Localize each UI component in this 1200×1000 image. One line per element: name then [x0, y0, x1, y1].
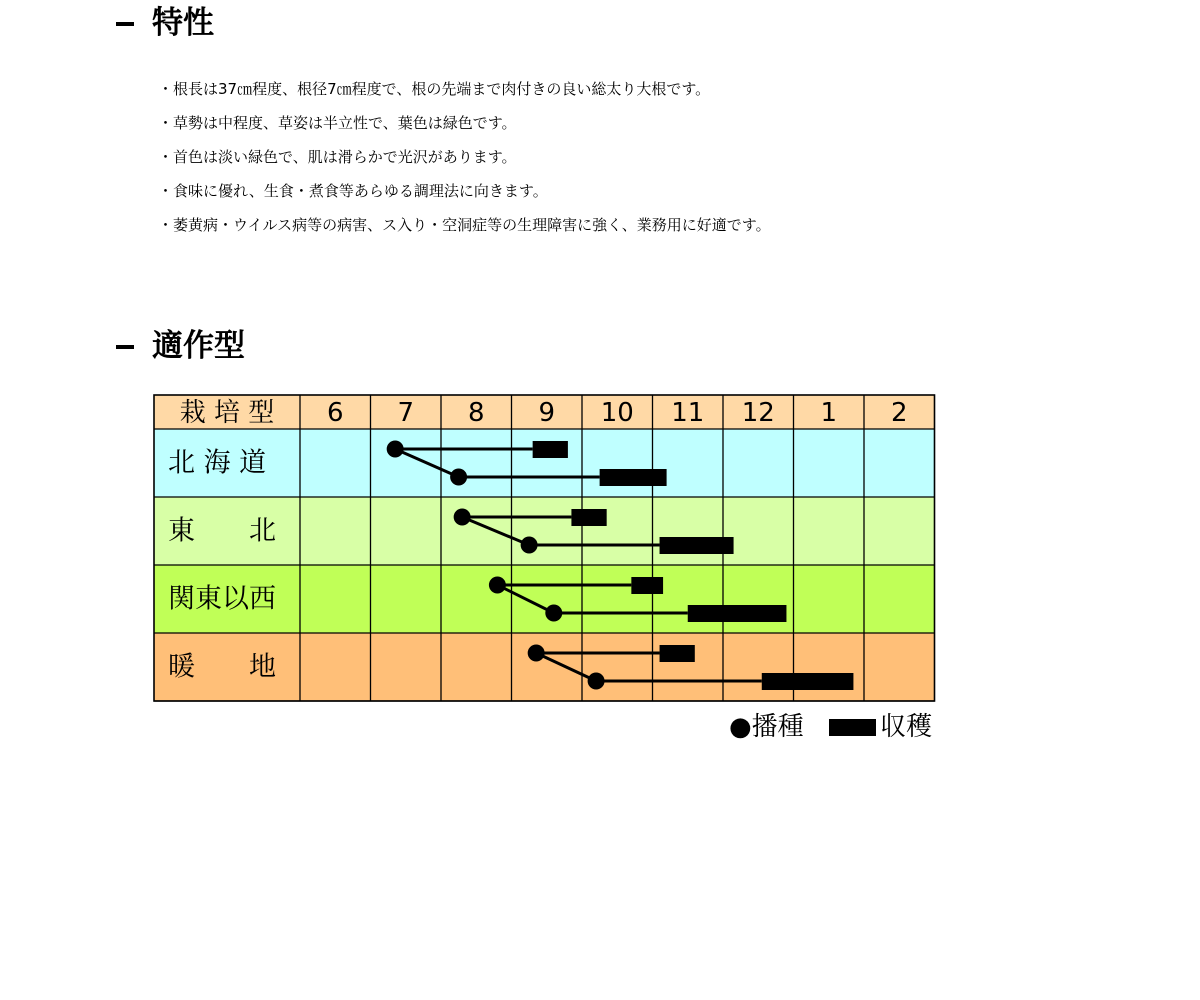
- sowing-point: [489, 577, 506, 594]
- harvest-bar: [660, 645, 695, 662]
- sowing-point: [528, 645, 545, 662]
- row-bg: [154, 429, 935, 497]
- region-label: 関東以西: [168, 583, 276, 615]
- month-label: 2: [890, 398, 908, 428]
- harvest-bar: [631, 577, 663, 594]
- sowing-point: [588, 673, 605, 690]
- feature-item: ・草勢は中程度、草姿は半立性で、葉色は緑色です。: [158, 114, 517, 132]
- croptype-title: 適作型: [152, 328, 245, 364]
- sowing-point: [454, 509, 471, 526]
- month-label: 6: [326, 398, 344, 428]
- month-label: 1: [820, 398, 838, 428]
- feature-item: ・根長は37㎝程度、根径7㎝程度で、根の先端まで肉付きの良い総太り大根です。: [158, 80, 711, 98]
- header-label: 栽 培 型: [179, 398, 275, 428]
- feature-item: ・首色は淡い緑色で、肌は滑らかで光沢があります。: [158, 148, 517, 166]
- sowing-point: [387, 441, 404, 458]
- sowing-point: [521, 537, 538, 554]
- month-label: 12: [741, 398, 775, 428]
- harvest-bar: [533, 441, 568, 458]
- features-title: 特性: [152, 5, 214, 41]
- harvest-bar: [762, 673, 854, 690]
- sowing-point: [545, 605, 562, 622]
- feature-item: ・食味に優れ、生食・煮食等あらゆる調理法に向きます。: [158, 182, 548, 200]
- month-label: 10: [600, 398, 634, 428]
- legend-sowing: ●播種: [729, 712, 804, 742]
- month-label: 7: [397, 398, 415, 428]
- harvest-bar: [571, 509, 606, 526]
- region-label: 東 北: [168, 515, 276, 547]
- harvest-bar: [600, 469, 667, 486]
- region-label: 北 海 道: [168, 447, 267, 479]
- month-label: 11: [671, 398, 705, 428]
- feature-item: ・萎黄病・ウイルス病等の病害、ス入り・空洞症等の生理障害に強く、業務用に好適です。: [158, 216, 771, 234]
- month-label: 8: [467, 398, 485, 428]
- harvest-bar: [660, 537, 734, 554]
- legend-harvest-swatch: [829, 719, 876, 736]
- harvest-bar: [688, 605, 787, 622]
- region-label: 暖 地: [168, 651, 276, 683]
- month-label: 9: [538, 398, 556, 428]
- sowing-point: [450, 469, 467, 486]
- legend-harvest: 収穫: [880, 712, 933, 742]
